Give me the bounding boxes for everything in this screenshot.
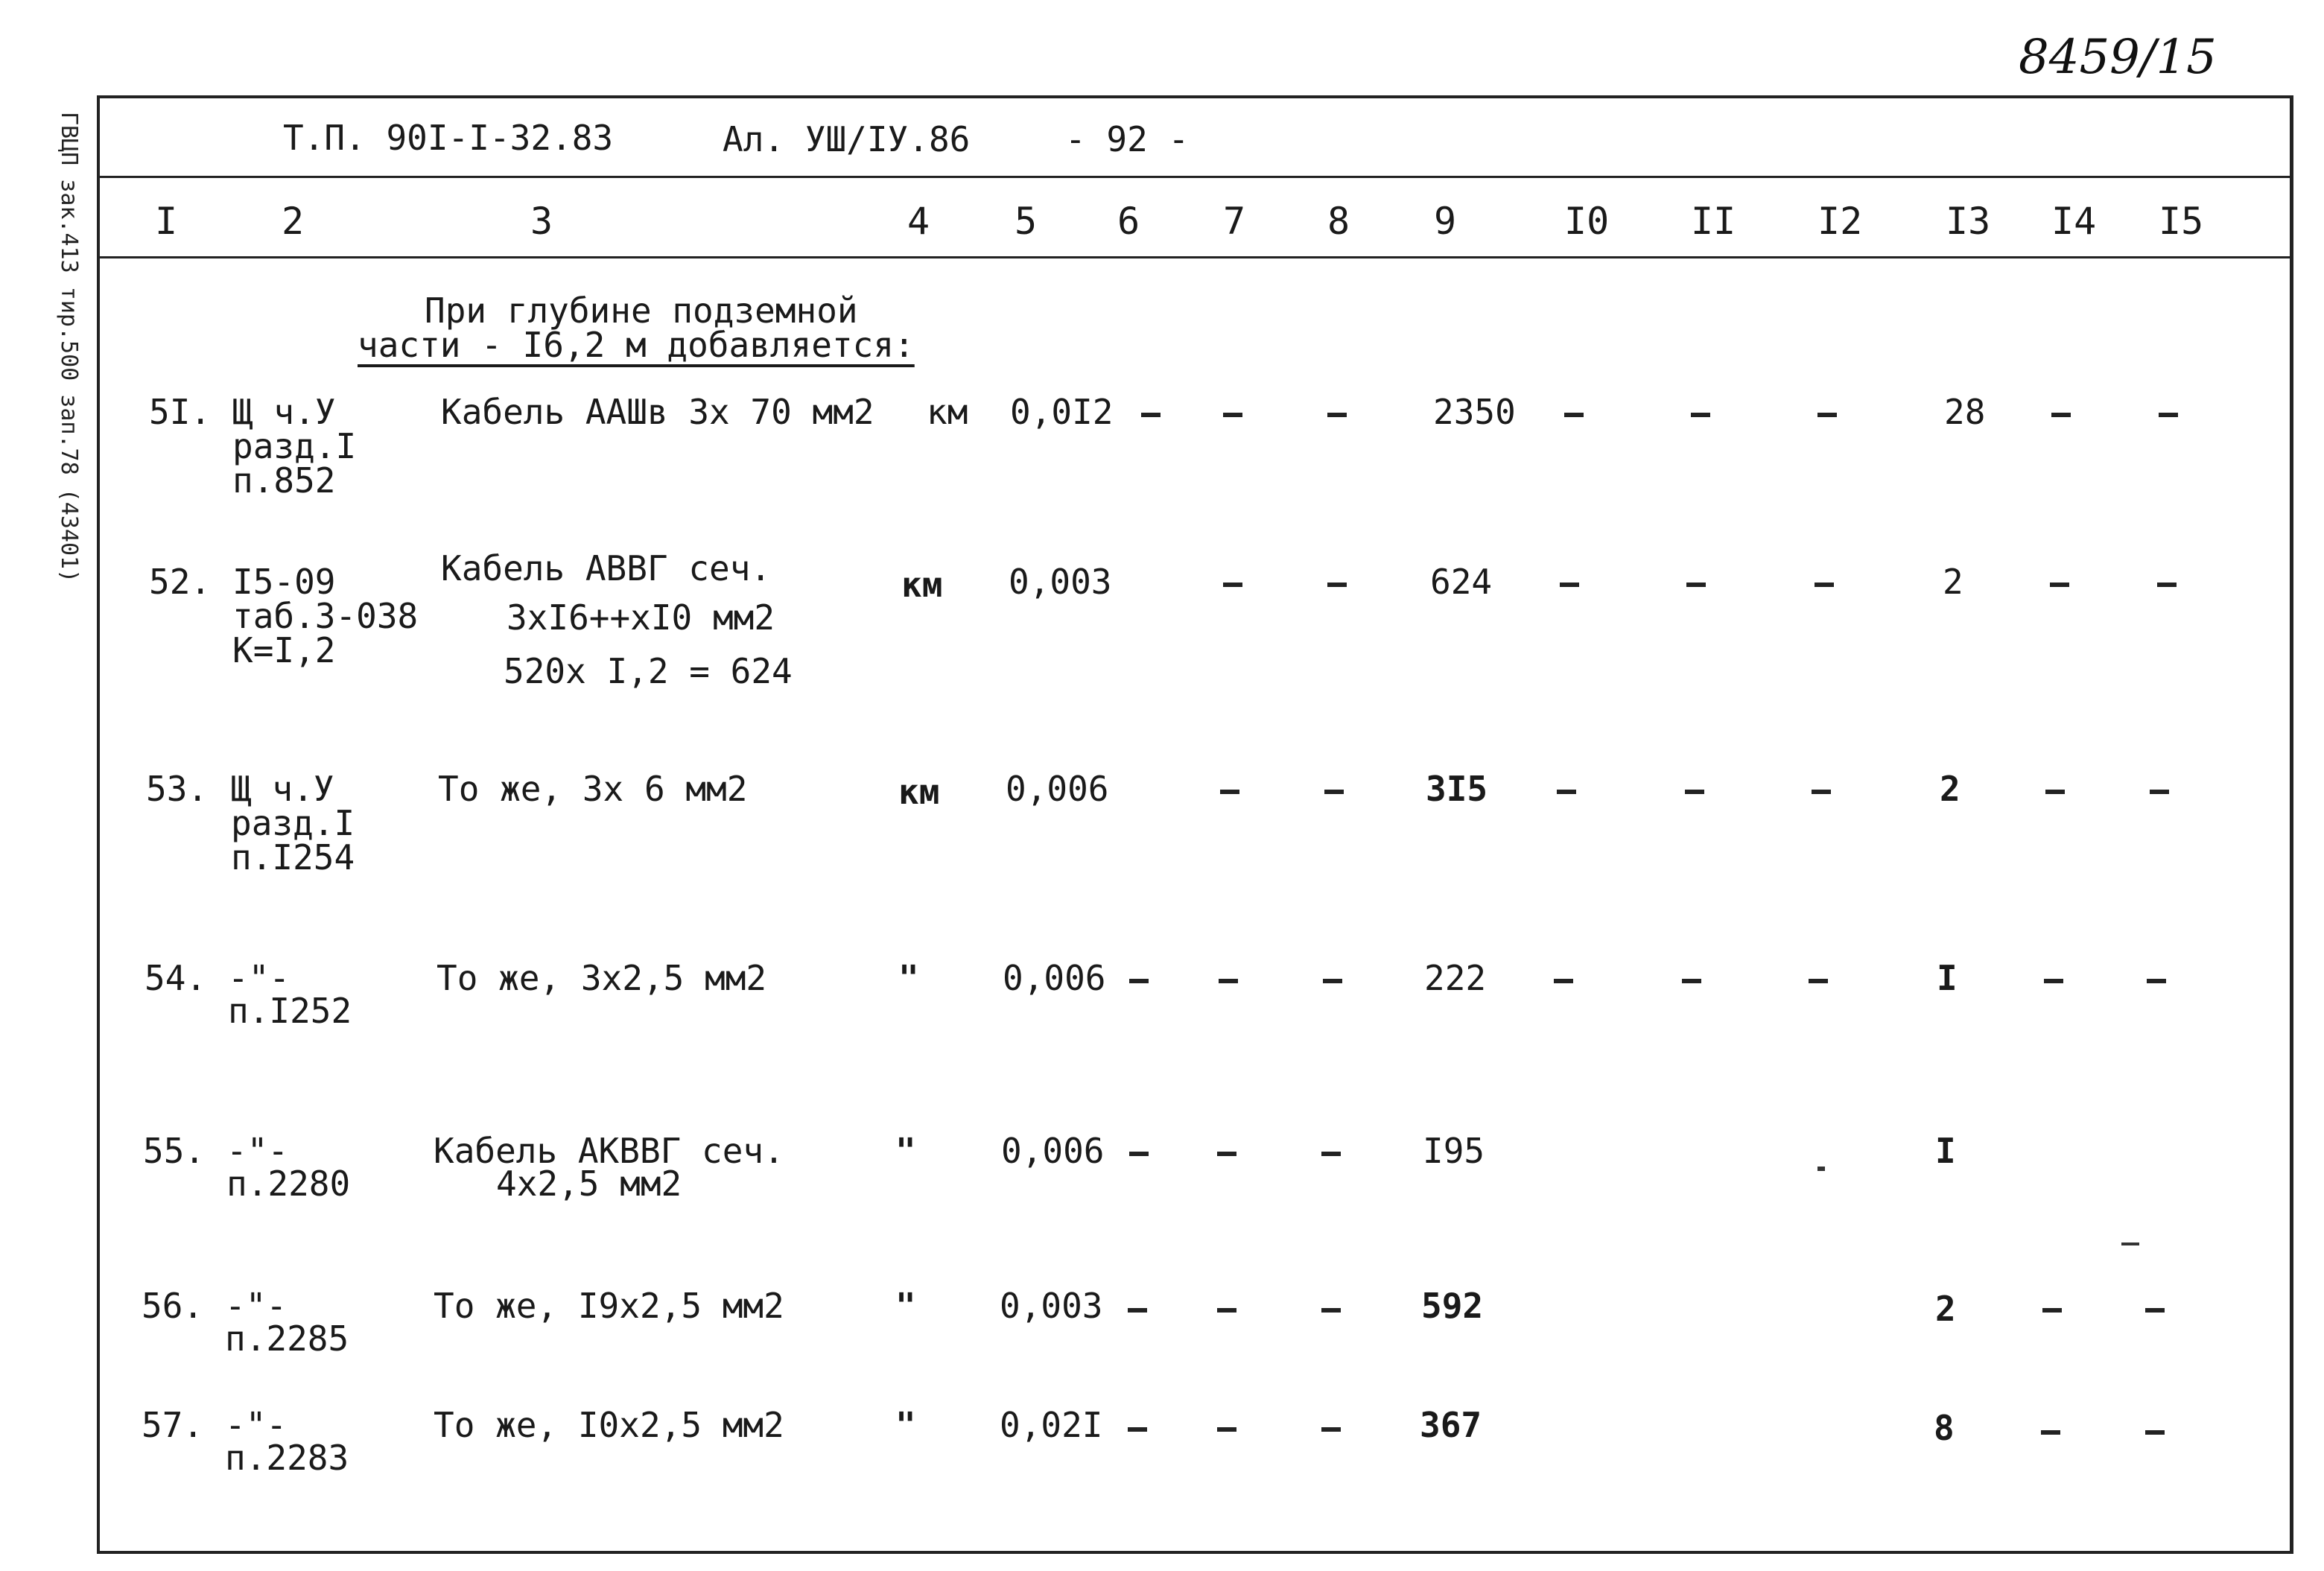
col-6-number: 6 [1117, 200, 1140, 243]
row-number: 52. [149, 562, 212, 602]
empty-cell-dash [1560, 583, 1579, 587]
col-13-value: 2 [1943, 562, 1963, 602]
unit: " [895, 1131, 916, 1171]
section-heading-line2: части - I6,2 м добавляется: [358, 325, 915, 365]
reference-line: -"- [225, 1405, 288, 1445]
col-3-number: 3 [530, 200, 553, 243]
col-4-number: 4 [907, 200, 930, 243]
empty-cell-dash [2147, 979, 2166, 983]
sheet-number: 8459/15 [2019, 30, 2217, 85]
empty-cell-dash [1219, 979, 1238, 983]
empty-cell-dash [2159, 413, 2178, 417]
reference-line: п.2283 [225, 1438, 349, 1478]
row-number: 56. [142, 1286, 204, 1326]
col-15-number: I5 [2159, 200, 2204, 243]
col-9-value: I95 [1423, 1131, 1485, 1171]
unit: км [927, 392, 968, 432]
reference-line: -"- [226, 1131, 289, 1171]
empty-cell-dash [1817, 413, 1837, 417]
col-1-number: I [155, 200, 178, 243]
empty-cell-dash [2041, 1430, 2060, 1435]
reference-line: п.2280 [226, 1164, 351, 1204]
empty-cell-dash [1812, 790, 1831, 794]
section-heading-line1: При глубине подземной [425, 291, 858, 331]
empty-cell-dash [2157, 583, 2177, 587]
quantity: 0,02I [1000, 1405, 1103, 1445]
col-12-number: I2 [1817, 200, 1863, 243]
reference-line: разд.I [231, 803, 355, 843]
reference-line: п.2285 [225, 1318, 349, 1359]
empty-cell-dash [2044, 979, 2063, 983]
empty-cell-dash [1129, 979, 1149, 983]
empty-cell-dash [1128, 1308, 1147, 1313]
empty-cell-dash [2051, 413, 2071, 417]
description: То же, 3х2,5 мм2 [436, 958, 767, 998]
scan-mark [2121, 1242, 2139, 1245]
empty-cell-dash [1327, 583, 1347, 587]
col-13-value: 2 [1935, 1289, 1956, 1329]
col-9-value: 592 [1421, 1286, 1484, 1326]
empty-cell-dash [2145, 1430, 2165, 1435]
row-number: 5I. [149, 392, 212, 432]
col-9-value: 624 [1430, 562, 1493, 602]
reference-line: К=I,2 [232, 630, 336, 670]
quantity: 0,003 [1009, 562, 1112, 602]
col-9-value: 3I5 [1426, 769, 1488, 809]
description: Кабель АКВВГ сеч. [434, 1131, 784, 1171]
empty-cell-dash [1321, 1308, 1341, 1313]
col-5-number: 5 [1015, 200, 1038, 243]
col-13-value: I [1937, 958, 1958, 998]
reference-line: таб.3-038 [232, 596, 419, 636]
quantity: 0,003 [1000, 1286, 1103, 1326]
description: То же, I0х2,5 мм2 [434, 1405, 784, 1445]
col-11-number: II [1691, 200, 1736, 243]
col-13-value: I [1935, 1131, 1956, 1171]
empty-cell-dash [1554, 979, 1573, 983]
unit: км [901, 565, 943, 605]
empty-cell-dash [1321, 1427, 1341, 1432]
header-divider [100, 176, 2290, 178]
col-13-value: 2 [1940, 769, 1961, 809]
project-number: Т.П. 90I-I-32.83 [283, 118, 614, 158]
empty-cell-dash [1217, 1152, 1236, 1156]
reference-line: п.852 [232, 460, 336, 501]
quantity: 0,006 [1006, 769, 1109, 809]
col-10-number: I0 [1564, 200, 1610, 243]
col-9-number: 9 [1434, 200, 1457, 243]
empty-cell-dash [1129, 1152, 1149, 1156]
reference-line: Щ ч.У [232, 392, 336, 432]
empty-cell-dash [1323, 979, 1342, 983]
quantity: 0,006 [1001, 1131, 1105, 1171]
empty-cell-dash [1327, 413, 1347, 417]
empty-cell-dash [1815, 583, 1834, 587]
empty-cell-dash [2150, 790, 2169, 794]
empty-cell-dash [1217, 1308, 1236, 1313]
row-number: 54. [145, 958, 207, 998]
description: Кабель АВВГ сеч. [441, 548, 772, 588]
col-13-number: I3 [1946, 200, 1991, 243]
column-header-divider [100, 256, 2290, 258]
description: 4х2,5 мм2 [496, 1164, 682, 1204]
reference-line: разд.I [232, 426, 357, 466]
description: То же, I9х2,5 мм2 [434, 1286, 784, 1326]
unit: " [895, 1405, 916, 1445]
empty-cell-dash [1691, 413, 1710, 417]
col-14-number: I4 [2051, 200, 2097, 243]
reference-line: -"- [225, 1286, 288, 1326]
description: 520х I,2 = 624 [504, 651, 793, 691]
col-2-number: 2 [282, 200, 305, 243]
reference-line: I5-09 [232, 562, 336, 602]
empty-cell-dash [2045, 790, 2065, 794]
empty-cell-dash [1141, 413, 1161, 417]
empty-cell-dash [2042, 1308, 2062, 1313]
col-8-number: 8 [1327, 200, 1350, 243]
unit: " [898, 958, 919, 998]
page-number: - 92 - [1065, 119, 1190, 159]
empty-cell-dash [1564, 413, 1584, 417]
empty-cell-dash [1217, 1427, 1236, 1432]
empty-cell-dash [1682, 979, 1701, 983]
col-9-value: 367 [1420, 1405, 1482, 1445]
quantity: 0,006 [1003, 958, 1106, 998]
empty-cell-dash [1223, 583, 1242, 587]
reference-line: Щ ч.У [231, 769, 334, 809]
empty-cell-dash [1128, 1427, 1147, 1432]
scan-mark [1817, 1167, 1825, 1171]
empty-cell-dash [1685, 790, 1704, 794]
album-number: Ал. УШ/IУ.86 [723, 119, 971, 159]
empty-cell-dash [2145, 1308, 2165, 1313]
description: Кабель ААШв 3х 70 мм2 [441, 392, 874, 432]
reference-line: п.I254 [231, 837, 355, 877]
side-stamp: ГВЦП зак.413 тир.500 зап.78 (43401) [56, 112, 82, 583]
empty-cell-dash [1324, 790, 1344, 794]
empty-cell-dash [1220, 790, 1239, 794]
quantity: 0,0I2 [1010, 392, 1114, 432]
col-9-value: 2350 [1433, 392, 1516, 432]
row-number: 57. [142, 1405, 204, 1445]
row-number: 53. [146, 769, 209, 809]
reference-line: п.I252 [228, 991, 352, 1031]
empty-cell-dash [2050, 583, 2069, 587]
empty-cell-dash [1321, 1152, 1341, 1156]
col-7-number: 7 [1223, 200, 1246, 243]
unit: км [898, 772, 940, 812]
col-13-value: 28 [1944, 392, 1986, 432]
description: То же, 3х 6 мм2 [438, 769, 748, 809]
empty-cell-dash [1686, 583, 1706, 587]
empty-cell-dash [1223, 413, 1242, 417]
col-9-value: 222 [1424, 958, 1487, 998]
description: 3хI6++хI0 мм2 [507, 597, 775, 638]
unit: " [895, 1286, 916, 1326]
col-13-value: 8 [1934, 1408, 1955, 1448]
reference-line: -"- [228, 958, 290, 998]
empty-cell-dash [1809, 979, 1828, 983]
empty-cell-dash [1557, 790, 1576, 794]
row-number: 55. [143, 1131, 206, 1171]
